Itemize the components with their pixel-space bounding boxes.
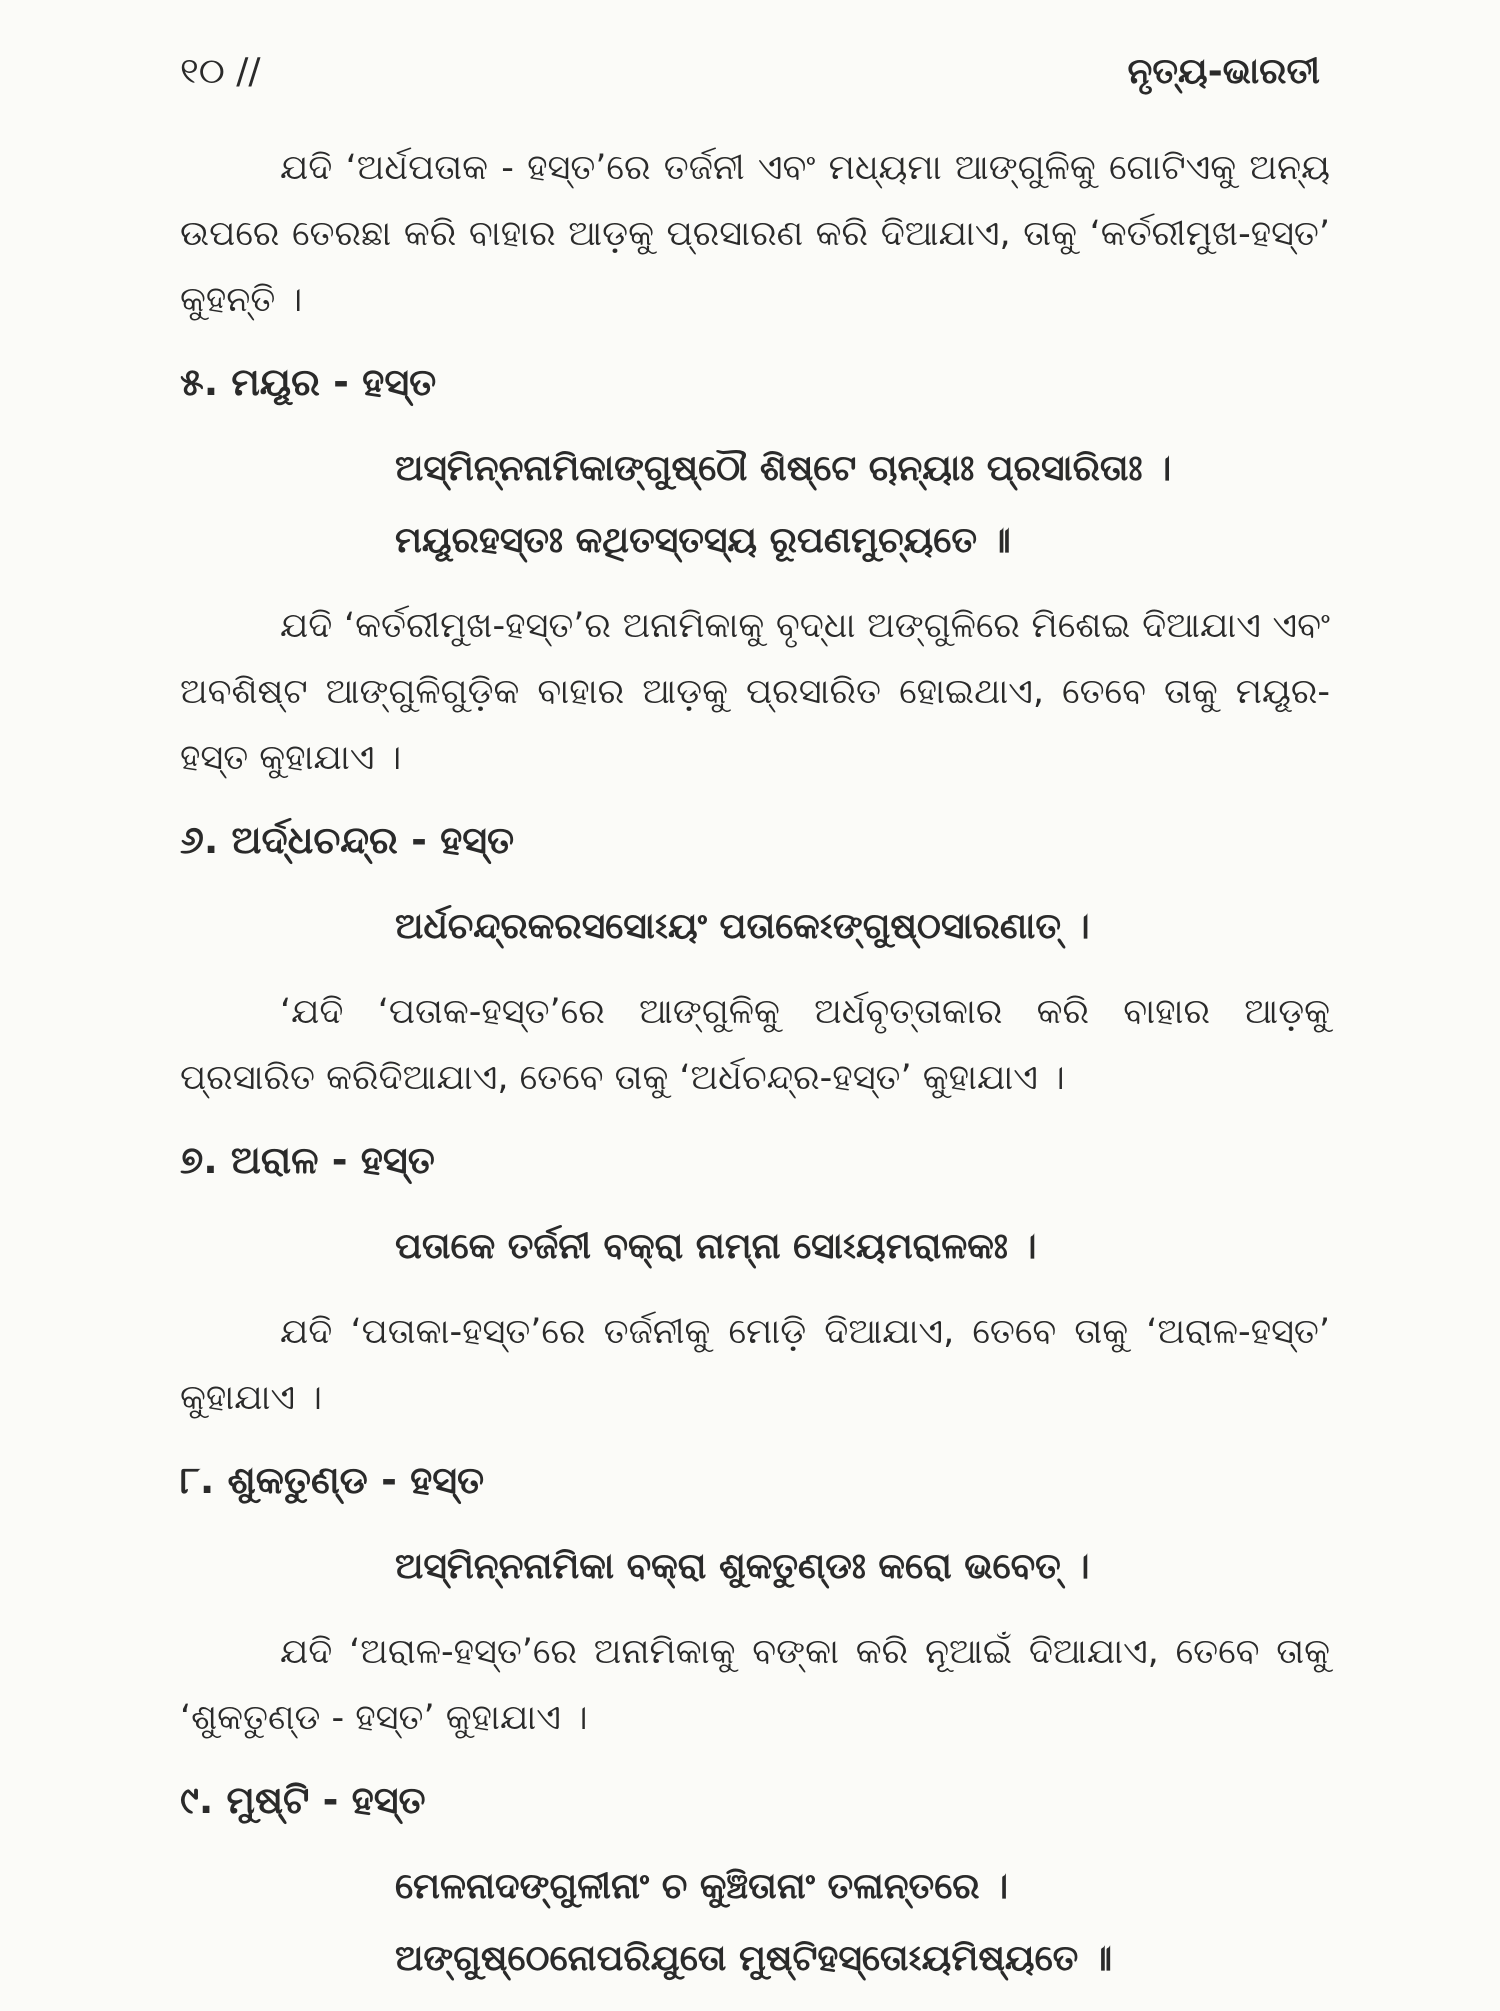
section-heading-mushti: ୯. ମୁଷ୍ଟି - ହସ୍ତ: [180, 1778, 426, 1822]
book-title: ନୃତ୍ୟ-ଭାରତୀ: [1127, 51, 1320, 92]
verse-line: ଅସ୍ମିନ୍ନନାମିକାଙ୍ଗୁଷ୍ଠୌ ଶିଷ୍ଟେ ଚାନ୍ୟାଃ ପ୍ରସାରିତାଃ ।: [395, 448, 1172, 489]
verse-shukatunda: [180, 1531, 1330, 1603]
page-header: [180, 42, 1320, 102]
paragraph-arala: ଯଦି ‘ପତାକା-ହସ୍ତ’ରେ ତର୍ଜନୀକୁ ମୋଡ଼ି ଦିଆଯାଏ, ତେବେ ତାକୁ ‘ଅରାଳ-ହସ୍ତ’ କୁହାଯାଏ ।: [180, 1312, 1330, 1418]
section-heading-mayura: ୫. ମୟୂର - ହସ୍ତ: [180, 360, 437, 404]
verse-mushti: [180, 1851, 1330, 1995]
section-heading-arala: ୭. ଅରାଳ - ହସ୍ତ: [180, 1138, 435, 1182]
paragraph-ardhachandra: ‘ଯଦି ‘ପତାକ-ହସ୍ତ’ରେ ଆଙ୍ଗୁଳିକୁ ଅର୍ଧବୃତ୍ତାକାର କରି ବାହାର ଆଡ଼କୁ ପ୍ରସାରିତ କରିଦିଆଯାଏ, ତେବେ ତାକୁ ‘ଅର୍ଧଚନ୍ଦ୍ର-ହସ୍ତ’ କୁହାଯାଏ ।: [180, 992, 1330, 1098]
section-heading-shukatunda: ୮. ଶୁକତୁଣ୍ଡ - ହସ୍ତ: [180, 1458, 485, 1502]
paragraph-kartarimukha: ଯଦି ‘ଅର୍ଧପତାକ - ହସ୍ତ’ରେ ତର୍ଜନୀ ଏବଂ ମଧ୍ୟମା ଆଙ୍ଗୁଳିକୁ ଗୋଟିଏକୁ ଅନ୍ୟ ଉପରେ ତେରଛା କରି ବାହାର ଆଡ଼କୁ ପ୍ରସାରଣ କରି ଦିଆଯାଏ, ତାକୁ ‘କର୍ତରୀମୁଖ-ହସ୍ତ’ କୁହନ୍ତି ।: [180, 148, 1330, 320]
verse-line: ପତାକେ ତର୍ଜନୀ ବକ୍ରା ନାମ୍ନା ସୋଽୟମରାଳକଃ ।: [395, 1226, 1037, 1267]
verse-line: ଅର୍ଧଚନ୍ଦ୍ରକରସସୋଽୟଂ ପତାକେଽଙ୍ଗୁଷ୍ଠସାରଣାତ୍ ।: [395, 906, 1090, 947]
verse-line: ମେଳନାଦଙ୍ଗୁଳୀନାଂ ଚ କୁଞ୍ଚିତାନାଂ ତଳାନ୍ତରେ ।: [395, 1866, 1009, 1907]
verse-ardhachandra: [180, 891, 1330, 963]
verse-line: ମୟୂରହସ୍ତଃ କଥିତସ୍ତସ୍ୟ ରୂପଣମୁଚ୍ୟତେ ॥: [395, 520, 1011, 561]
verse-line: ଅଙ୍ଗୁଷ୍ଠେନୋପରିଯୁତୋ ମୁଷ୍ଟିହସ୍ତୋଽୟମିଷ୍ୟତେ ॥: [395, 1938, 1113, 1979]
paragraph-shukatunda: ଯଦି ‘ଅରାଳ-ହସ୍ତ’ରେ ଅନାମିକାକୁ ବଙ୍କା କରି ନୂଆଇଁ ଦିଆଯାଏ, ତେବେ ତାକୁ ‘ଶୁକତୁଣ୍ଡ - ହସ୍ତ’ କୁହାଯାଏ ।: [180, 1632, 1330, 1738]
verse-line: ଅସ୍ମିନ୍ନନାମିକା ବକ୍ରା ଶୁକତୁଣ୍ଡଃ କରୋ ଭବେତ୍ ।: [395, 1546, 1090, 1587]
page-content: [180, 135, 1330, 2011]
verse-arala: [180, 1211, 1330, 1283]
paragraph-mayura: ଯଦି ‘କର୍ତରୀମୁଖ-ହସ୍ତ’ର ଅନାମିକାକୁ ବୃଦ୍ଧା ଅଙ୍ଗୁଳିରେ ମିଶେଇ ଦିଆଯାଏ ଏବଂ ଅବଶିଷ୍ଟ ଆଙ୍ଗୁଳିଗୁଡ଼ିକ ବାହାର ଆଡ଼କୁ ପ୍ରସାରିତ ହୋଇଥାଏ, ତେବେ ତାକୁ ମୟୂର-ହସ୍ତ କୁହାଯାଏ ।: [180, 606, 1330, 778]
verse-mayura: [180, 433, 1330, 577]
page-number: ୧୦ //: [180, 51, 261, 92]
section-heading-ardhachandra: ୬. ଅର୍ଦ୍ଧଚନ୍ଦ୍ର - ହସ୍ତ: [180, 818, 515, 862]
